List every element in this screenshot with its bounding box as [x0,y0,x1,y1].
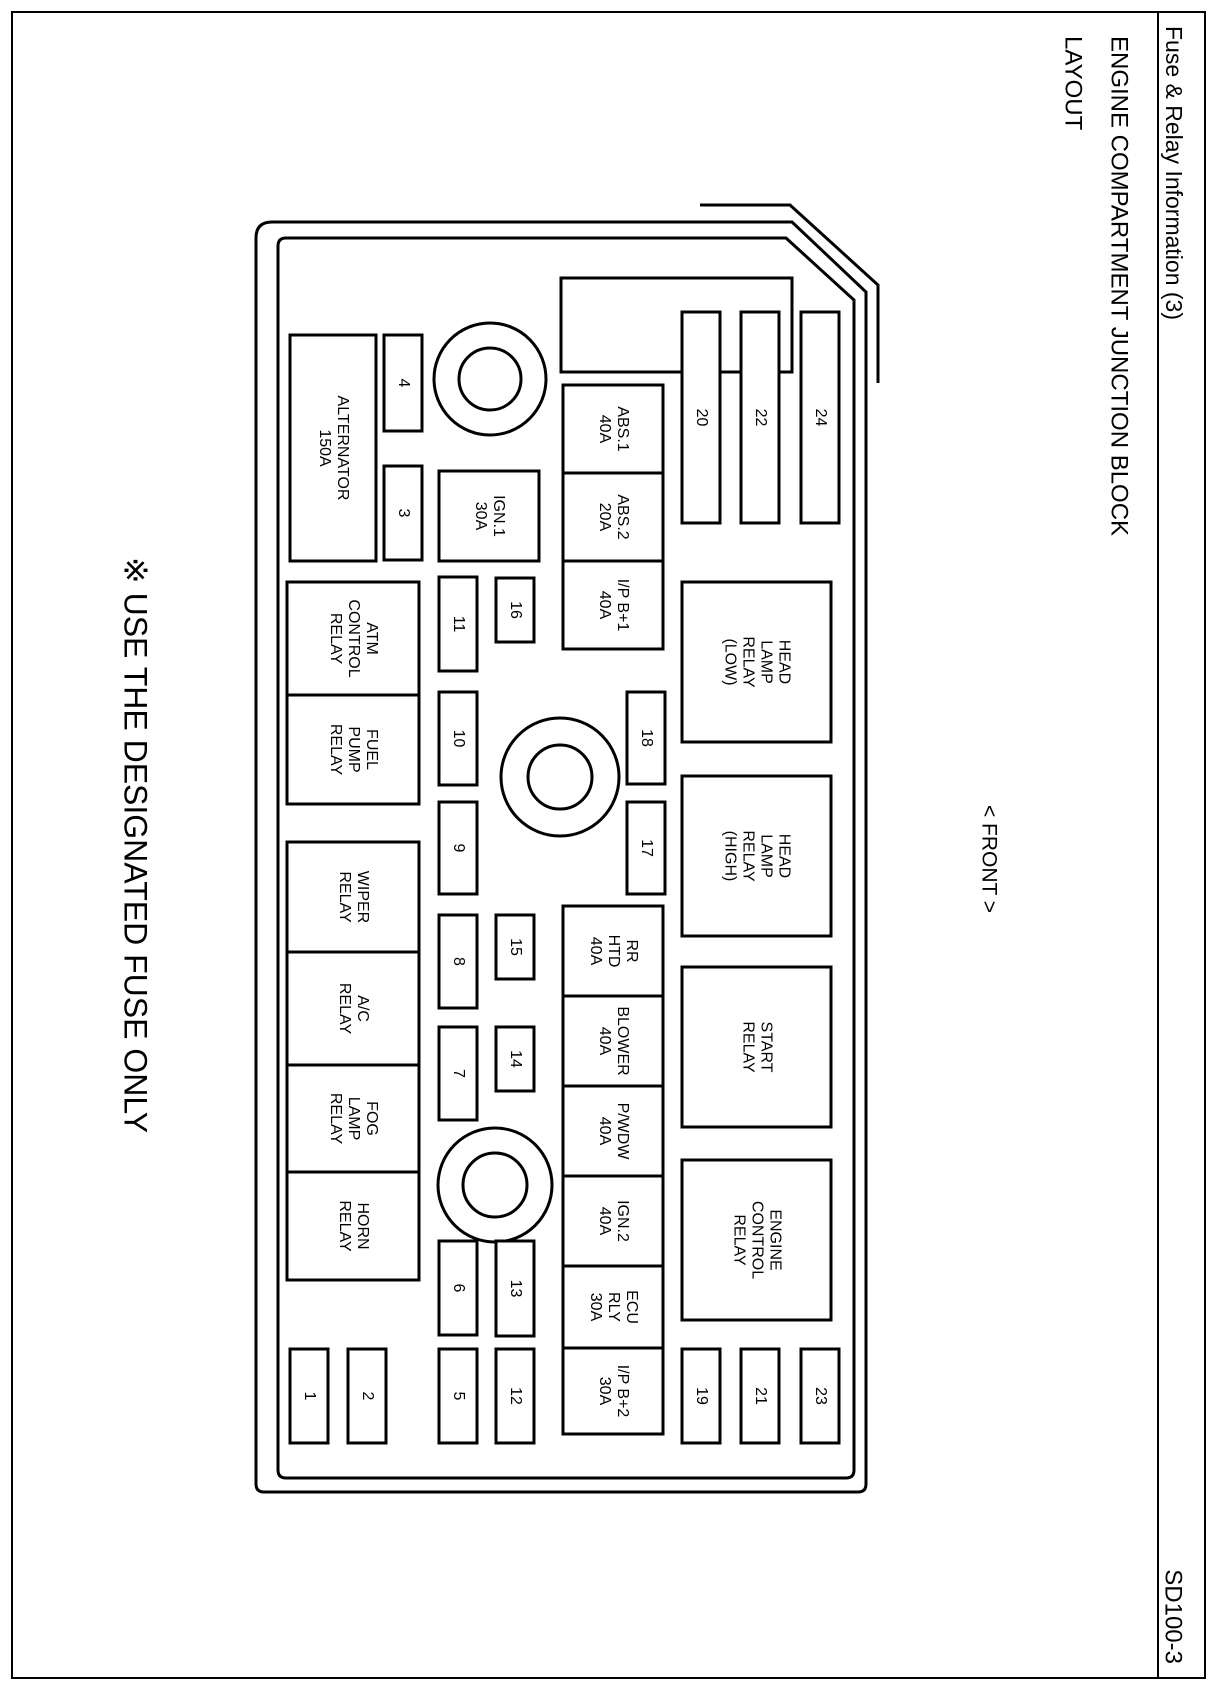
fuse-alternator [290,335,376,561]
relay-engine-control-label-line: ENGINE [766,1209,784,1271]
fuse-ipb1 [563,561,663,649]
fuse-abs1-label-line: 40A [595,414,613,444]
fuse-24 [801,312,839,523]
fuse-pwdw-label-line: 40A [595,1116,613,1146]
relay-head-lamp-high-label-line: HEAD [775,833,793,879]
fuse-13-label-line: 13 [506,1279,524,1298]
fuse-alternator-label-line: 150A [315,429,333,467]
fuse-pwdw [563,1086,663,1176]
fuse-abs2-label-line: ABS.2 [613,494,631,540]
fuse-16-label-line: 16 [506,601,524,619]
fuse-relay-components [287,312,839,1443]
relay-ac-label-line: A/C [353,995,371,1022]
fuse-13 [496,1241,534,1336]
relay-atm-control-label-line: ATM [362,622,380,655]
fuse-22 [741,312,779,523]
fuse-18-label-line: 18 [637,729,655,747]
page-code: SD100-3 [1159,1569,1187,1664]
fuse-blower [563,996,663,1086]
relay-head-lamp-low-label-line: RELAY [739,636,757,688]
relay-head-lamp-low-label-line: HEAD [775,639,793,685]
fuse-22-label-line: 22 [751,408,769,427]
fuse-1 [290,1349,328,1443]
relay-head-lamp-high-label-line: LAMP [757,834,775,878]
relay-fuel-pump-label-line: RELAY [326,723,344,776]
fuse-10 [439,692,477,785]
relay-fog-lamp-label-line: RELAY [326,1092,344,1145]
fuse-5-label-line: 5 [449,1391,467,1401]
relay-wiper-label-line: WIPER [353,870,371,924]
fuse-7 [439,1027,477,1120]
fuse-ign2-label-line: IGN.2 [613,1200,631,1242]
fuse-alternator-label-line: ALTERNATOR [333,395,351,501]
relay-ac [287,952,419,1065]
diagram-subtitle: LAYOUT [1059,36,1087,131]
relay-head-lamp-low-label-line: (LOW) [721,638,739,686]
fuse-ipb2 [563,1348,663,1434]
fuse-15-label-line: 15 [506,938,524,956]
fuse-14-label-line: 14 [506,1050,524,1068]
fuse-12 [496,1349,534,1443]
fuse-4-label-line: 4 [394,378,412,388]
relay-start-label-line: RELAY [739,1021,757,1073]
fuse-18 [627,692,665,784]
relay-head-lamp-high-label-line: (HIGH) [721,830,739,882]
relay-fog-lamp [287,1065,419,1172]
fuse-23 [801,1349,839,1443]
relay-start-label-line: START [757,1021,775,1073]
relay-fog-lamp-label-line: FOG [362,1101,380,1136]
relay-horn-label-line: RELAY [335,1200,353,1252]
fuse-abs2-label-line: 20A [595,502,613,532]
relay-engine-control-label-line: RELAY [730,1214,748,1266]
fuse-rr-htd-label-line: HTD [604,934,622,968]
fuse-17-label-line: 17 [637,839,655,857]
fuse-ipb1-label-line: I/P B+1 [613,578,631,632]
fuse-ecu-rly [563,1266,663,1348]
fuse-2 [348,1349,386,1443]
mounting-bolt-bottom [438,1128,552,1242]
relay-atm-control [287,582,419,695]
fuse-11-label-line: 11 [449,615,467,633]
fuse-4 [384,335,422,431]
fuse-blower-label-line: 40A [595,1026,613,1056]
mounting-bolt-top [434,323,546,435]
fuse-5 [439,1349,477,1443]
fuse-7-label-line: 7 [449,1069,467,1078]
fuse-6 [439,1241,477,1335]
fuse-19 [682,1349,720,1443]
fuse-blower-label-line: BLOWER [613,1006,631,1076]
fuse-ign1-label-line: IGN.1 [489,495,507,537]
fuse-9-label-line: 9 [449,843,467,853]
relay-fuel-pump-label-line: PUMP [344,726,362,773]
fuse-16 [496,578,534,642]
relay-head-lamp-low [682,582,831,742]
relay-start [682,967,831,1127]
fuse-rr-htd [563,906,663,996]
relay-head-lamp-high-label-line: RELAY [739,830,757,882]
fuse-14 [496,1027,534,1091]
fuse-15 [496,915,534,979]
fuse-pwdw-label-line: P/WDW [613,1102,631,1160]
fuse-23-label-line: 23 [811,1387,829,1405]
relay-atm-control-label-line: CONTROL [344,599,362,678]
fuse-19-label-line: 19 [692,1387,710,1405]
fuse-20-label-line: 20 [692,408,710,427]
section-title: Fuse & Relay Information (3) [1160,26,1187,321]
relay-engine-control [682,1160,831,1320]
relay-fog-lamp-label-line: LAMP [344,1096,362,1141]
front-indicator: < FRONT > [977,804,1001,914]
fuse-ipb2-label-line: I/P B+2 [613,1364,631,1418]
fuse-ign1 [439,471,539,561]
fuse-abs1 [563,385,663,473]
fuse-ecu-rly-label-line: ECU [622,1290,640,1324]
fuse-17 [627,802,665,894]
fuse-ecu-rly-label-line: 30A [586,1292,604,1322]
fuse-3-label-line: 3 [394,508,412,518]
fuse-10-label-line: 10 [449,729,467,748]
fuse-abs1-label-line: ABS.1 [613,406,631,452]
relay-atm-control-label-line: RELAY [326,612,344,665]
mounting-bolt-middle [501,718,619,836]
fuse-ign2-label-line: 40A [595,1206,613,1236]
relay-ac-label-line: RELAY [335,982,353,1035]
fuse-ign1-label-line: 30A [471,501,489,531]
relay-head-lamp-low-label-line: LAMP [757,640,775,684]
fuse-20 [682,312,720,523]
relay-fuel-pump-label-line: FUEL [362,729,380,770]
fuse-ecu-rly-label-line: RLY [604,1292,622,1322]
fuse-ipb2-label-line: 30A [595,1376,613,1406]
fuse-9 [439,802,477,894]
fuse-ipb1-label-line: 40A [595,590,613,620]
relay-horn-label-line: HORN [353,1202,371,1250]
fuse-21-label-line: 21 [751,1387,769,1405]
diagram-title: ENGINE COMPARTMENT JUNCTION BLOCK [1105,36,1133,537]
fuse-1-label-line: 1 [300,1391,318,1401]
fuse-21 [741,1349,779,1443]
fuse-ign2 [563,1176,663,1266]
fuse-3 [384,466,422,560]
relay-fuel-pump [287,695,419,804]
fuse-rr-htd-label-line: RR [622,939,640,963]
fuse-12-label-line: 12 [506,1387,524,1405]
fuse-11 [439,577,477,671]
relay-wiper [287,842,419,952]
fuse-abs2 [563,473,663,561]
fuse-6-label-line: 6 [449,1283,467,1293]
fuse-24-label-line: 24 [811,408,829,427]
relay-engine-control-label-line: CONTROL [748,1200,766,1280]
fuse-8 [439,915,477,1008]
relay-horn [287,1172,419,1280]
fuse-2-label-line: 2 [358,1391,376,1401]
designated-fuse-note: ※ USE THE DESIGNATED FUSE ONLY [117,556,154,1134]
fuse-rr-htd-label-line: 40A [586,936,604,966]
relay-head-lamp-high [682,776,831,936]
fuse-8-label-line: 8 [449,957,467,966]
relay-wiper-label-line: RELAY [335,871,353,923]
